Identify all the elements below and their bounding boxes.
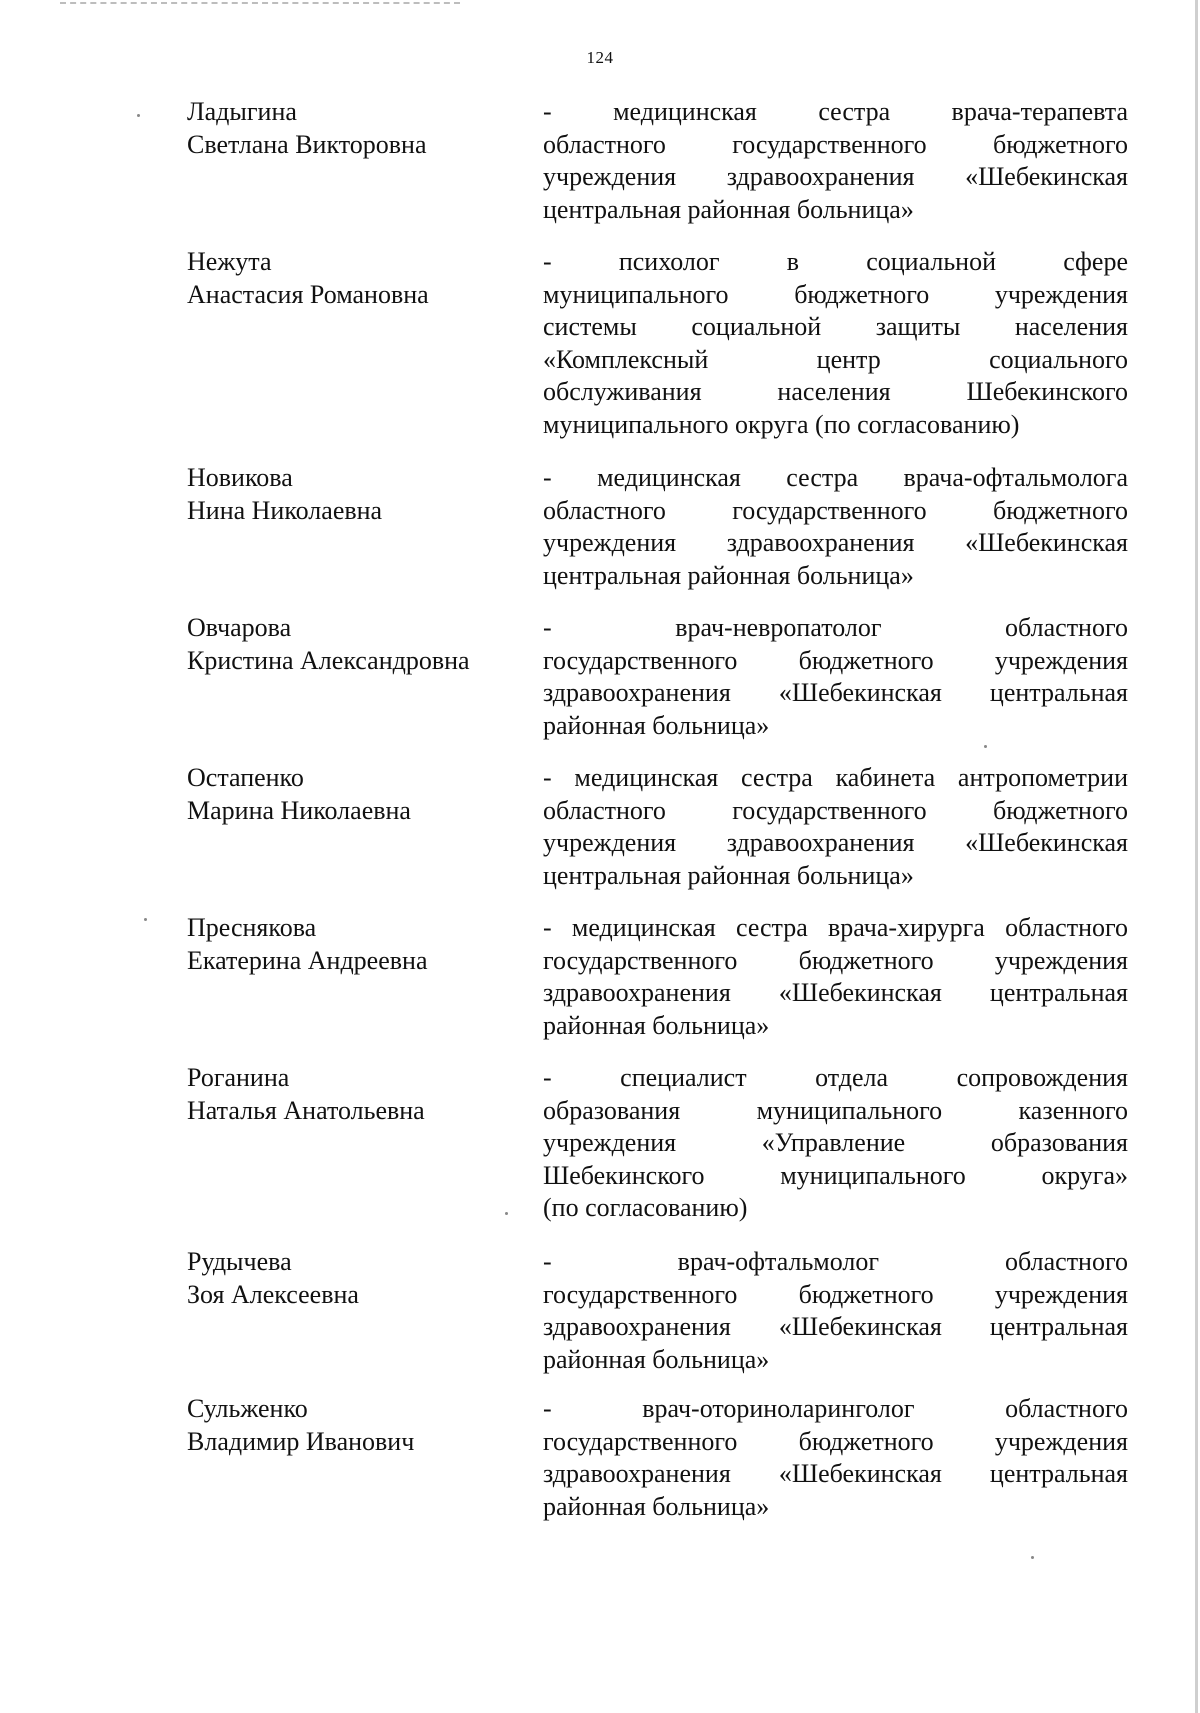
position-line: - врач-оториноларинголог областного xyxy=(543,1394,1128,1423)
position-description xyxy=(543,1246,1128,1376)
position-line: областного государственного бюджетного xyxy=(543,129,1128,159)
person-surname: Преснякова xyxy=(187,913,317,942)
person-surname: Новикова xyxy=(187,463,293,492)
person-surname: Остапенко xyxy=(187,763,304,792)
person-given-name: Зоя Алексеевна xyxy=(187,1279,359,1309)
person-name xyxy=(187,1393,507,1458)
position-line: центральная районная больница» xyxy=(543,194,914,224)
person-given-name: Марина Николаевна xyxy=(187,795,411,825)
person-given-name: Наталья Анатольевна xyxy=(187,1095,425,1125)
position-line: здравоохранения «Шебекинская центральная xyxy=(543,1312,1128,1341)
position-line: центральная районная больница» xyxy=(543,860,914,890)
scan-speck xyxy=(984,745,987,748)
position-line: учреждения «Управление образования xyxy=(543,1128,1128,1157)
position-description xyxy=(543,762,1128,892)
person-name xyxy=(187,1246,507,1311)
position-line: «Комплексный центр социального xyxy=(543,344,1128,374)
scan-speck xyxy=(137,114,140,117)
page-number: 124 xyxy=(586,48,614,67)
position-line: системы социальной защиты населения xyxy=(543,312,1128,341)
position-line: областного государственного бюджетного xyxy=(543,795,1128,825)
position-line: - врач-офтальмолог областного xyxy=(543,1247,1128,1276)
position-line: учреждения здравоохранения «Шебекинская xyxy=(543,828,1128,857)
scan-speck xyxy=(1031,1556,1034,1559)
position-line: обслуживания населения Шебекинского xyxy=(543,377,1128,406)
person-given-name: Анастасия Романовна xyxy=(187,279,429,309)
person-name xyxy=(187,96,507,161)
position-line: государственного бюджетного учреждения xyxy=(543,1279,1128,1309)
person-name xyxy=(187,462,507,527)
position-line: областного государственного бюджетного xyxy=(543,495,1128,525)
position-line: здравоохранения «Шебекинская центральная xyxy=(543,1459,1128,1488)
position-line: центральная районная больница» xyxy=(543,560,914,590)
position-line: - врач-невропатолог областного xyxy=(543,613,1128,642)
person-surname: Сульженко xyxy=(187,1394,308,1423)
position-line: районная больница» xyxy=(543,1010,770,1040)
position-description xyxy=(543,462,1128,592)
person-given-name: Нина Николаевна xyxy=(187,495,383,525)
person-surname: Рудычева xyxy=(187,1247,292,1276)
person-surname: Ладыгина xyxy=(187,97,297,126)
position-line: - специалист отдела сопровождения xyxy=(543,1063,1128,1092)
person-name xyxy=(187,246,507,311)
person-name xyxy=(187,762,507,827)
position-description xyxy=(543,1393,1128,1523)
position-description xyxy=(543,612,1128,742)
position-description xyxy=(543,246,1128,441)
person-name xyxy=(187,612,507,677)
position-line: здравоохранения «Шебекинская центральная xyxy=(543,978,1128,1007)
position-description xyxy=(543,1062,1128,1225)
position-line: учреждения здравоохранения «Шебекинская xyxy=(543,162,1128,191)
position-description xyxy=(543,96,1128,226)
scan-speck xyxy=(144,918,147,921)
person-given-name: Кристина Александровна xyxy=(187,645,470,675)
position-line: (по согласованию) xyxy=(543,1193,748,1222)
position-line: муниципального бюджетного учреждения xyxy=(543,279,1128,309)
position-line: - психолог в социальной сфере xyxy=(543,247,1128,276)
position-description xyxy=(543,912,1128,1042)
position-line: - медицинская сестра врача-терапевта xyxy=(543,97,1128,126)
position-line: государственного бюджетного учреждения xyxy=(543,945,1128,975)
person-name xyxy=(187,1062,507,1127)
person-given-name: Владимир Иванович xyxy=(187,1426,415,1456)
position-line: государственного бюджетного учреждения xyxy=(543,1426,1128,1456)
person-given-name: Екатерина Андреевна xyxy=(187,945,428,975)
position-line: - медицинская сестра врача-офтальмолога xyxy=(543,463,1128,492)
position-line: государственного бюджетного учреждения xyxy=(543,645,1128,675)
position-line: муниципального округа (по согласованию) xyxy=(543,409,1020,439)
scan-speck xyxy=(505,1212,508,1215)
person-name xyxy=(187,912,507,977)
person-surname: Роганина xyxy=(187,1063,290,1092)
position-line: учреждения здравоохранения «Шебекинская xyxy=(543,528,1128,557)
position-line: - медицинская сестра кабинета антропометрии xyxy=(543,763,1128,792)
position-line: Шебекинского муниципального округа» xyxy=(543,1160,1128,1190)
position-line: - медицинская сестра врача-хирурга областного xyxy=(543,913,1128,942)
position-line: образования муниципального казенного xyxy=(543,1095,1128,1125)
scan-edge-top xyxy=(60,2,460,4)
position-line: районная больница» xyxy=(543,710,770,740)
person-given-name: Светлана Викторовна xyxy=(187,129,427,159)
person-surname: Овчарова xyxy=(187,613,292,642)
position-line: районная больница» xyxy=(543,1491,770,1521)
person-surname: Нежута xyxy=(187,247,272,276)
scan-edge-right xyxy=(1195,0,1198,1713)
position-line: районная больница» xyxy=(543,1344,770,1374)
position-line: здравоохранения «Шебекинская центральная xyxy=(543,678,1128,707)
